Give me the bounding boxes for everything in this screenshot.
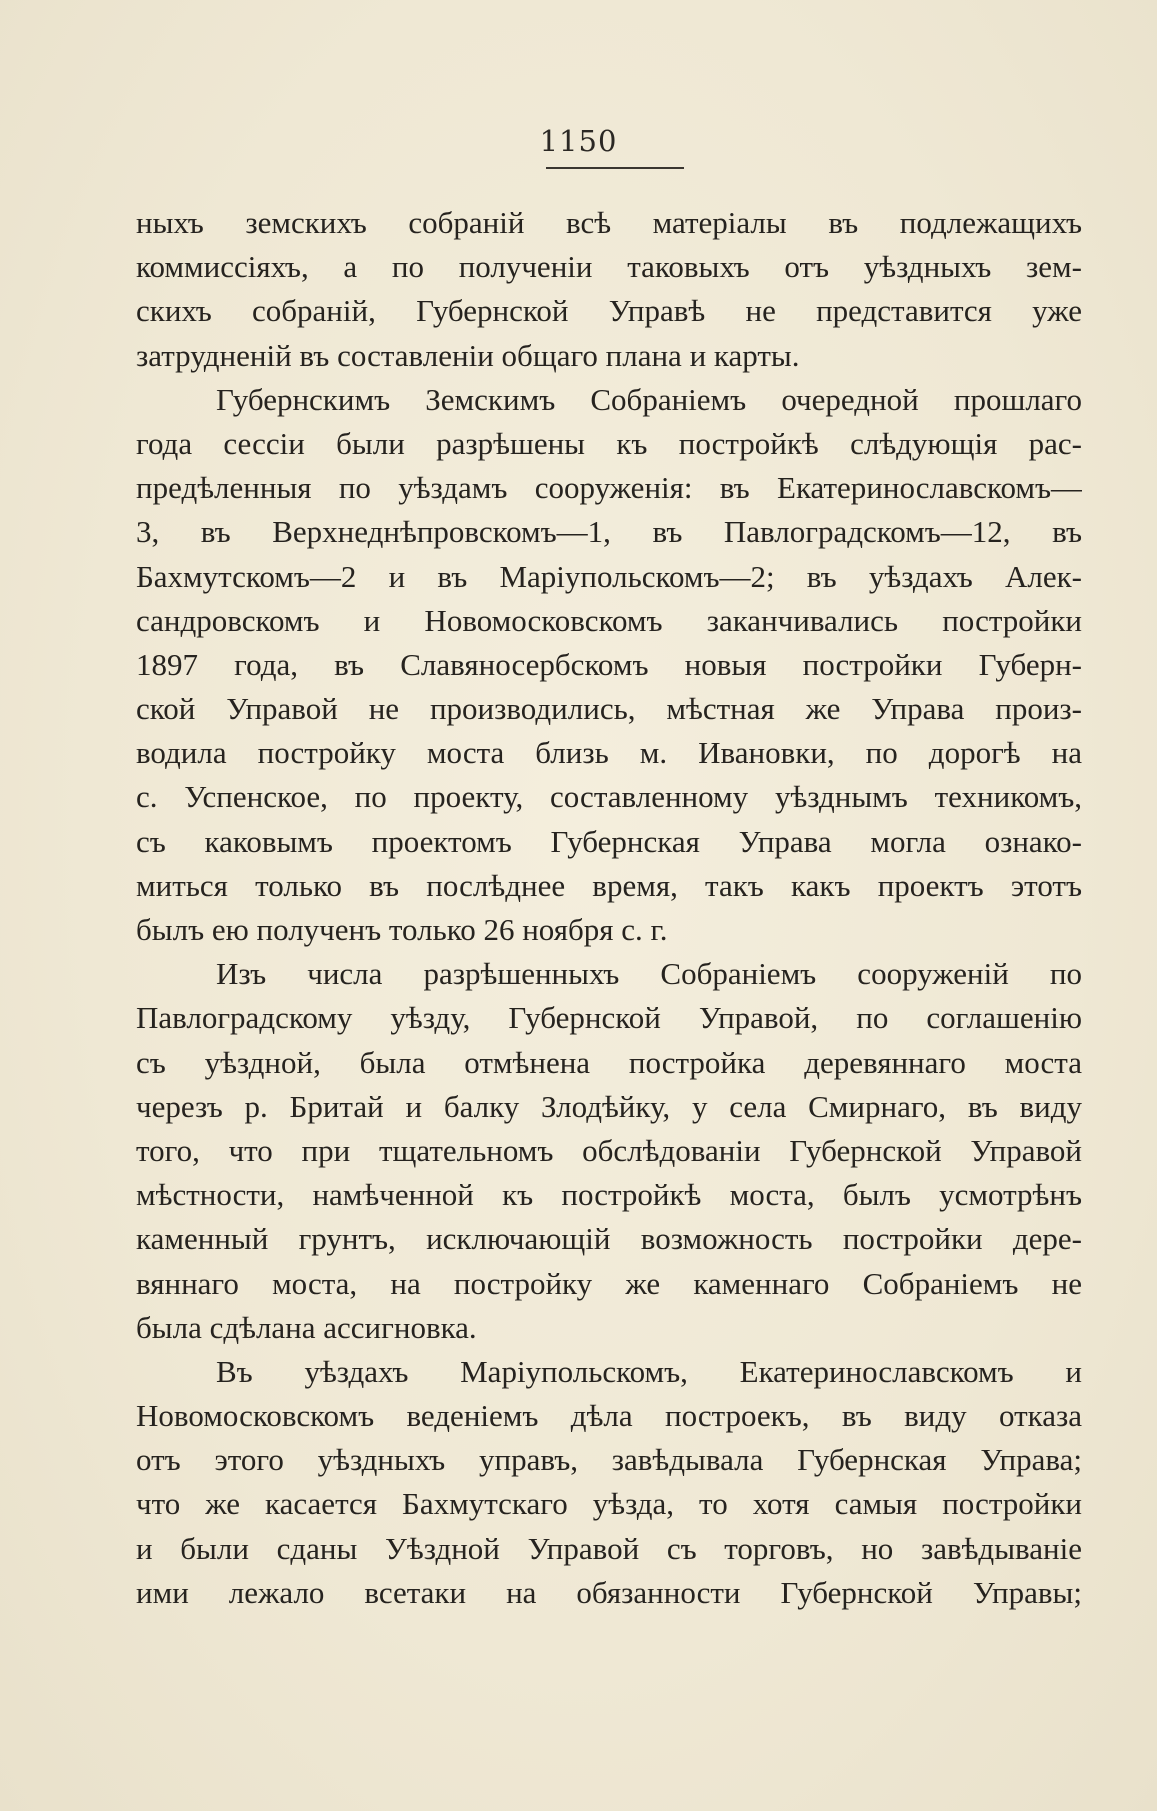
- text-line: Губернскимъ Земскимъ Собраніемъ очередной прошлаго: [216, 381, 1082, 417]
- header-rule: [546, 167, 684, 169]
- text-line: Новомосковскомъ веденіемъ дѣла построекъ, въ виду отказа: [136, 1398, 1082, 1434]
- text-line: былъ ею полученъ только 26 ноября с. г.: [136, 912, 668, 947]
- text-line: водила постройку моста близь м. Ивановки, по дорогѣ на: [136, 735, 1082, 771]
- text-line: года сессіи были разрѣшены къ постройкѣ слѣдующія рас-: [136, 425, 1082, 461]
- text-line: коммиссіяхъ, а по полученіи таковыхъ отъ уѣздныхъ зем-: [136, 249, 1082, 285]
- text-line: с. Успенское, по проекту, составленному уѣзднымъ техникомъ,: [136, 779, 1082, 815]
- body-text: [136, 201, 1082, 1615]
- text-line: Въ уѣздахъ Маріупольскомъ, Екатеринославскомъ и: [216, 1353, 1082, 1389]
- text-line: отъ этого уѣздныхъ управъ, завѣдывала Губернская Управа;: [136, 1442, 1082, 1478]
- text-line: скихъ собраній, Губернской Управѣ не представится уже: [136, 293, 1082, 329]
- text-line: каменный грунтъ, исключающій возможность постройки дере-: [136, 1221, 1082, 1257]
- text-line: 3, въ Верхнеднѣпровскомъ—1, въ Павлоградскомъ—12, въ: [136, 514, 1082, 550]
- text-line: черезъ р. Бритай и балку Злодѣйку, у села Смирнаго, въ виду: [136, 1088, 1082, 1124]
- text-line: Павлоградскому уѣзду, Губернской Управой, по соглашенію: [136, 1000, 1082, 1036]
- text-line: и были сданы Уѣздной Управой съ торговъ, но завѣдываніе: [136, 1530, 1082, 1566]
- text-line: 1897 года, въ Славяносербскомъ новыя постройки Губерн-: [136, 646, 1082, 682]
- text-line: ской Управой не производились, мѣстная же Управа произ-: [136, 691, 1082, 727]
- text-line: была сдѣлана ассигновка.: [136, 1309, 477, 1345]
- text-line: миться только въ послѣднее время, такъ какъ проектъ этотъ: [136, 867, 1082, 903]
- text-line: ныхъ земскихъ собраній всѣ матеріалы въ подлежащихъ: [136, 205, 1082, 240]
- page-number: 1150: [539, 124, 618, 158]
- text-line: сандровскомъ и Новомосковскомъ заканчивались постройки: [136, 602, 1082, 638]
- text-line: ими лежало всетаки на обязанности Губернской Управы;: [136, 1574, 1082, 1610]
- text-line: затрудненій въ составленіи общаго плана и карты.: [136, 337, 800, 373]
- text-line: того, что при тщательномъ обслѣдованіи Губернской Управой: [136, 1132, 1082, 1168]
- text-line: вяннаго моста, на постройку же каменнаго Собраніемъ не: [136, 1265, 1082, 1301]
- text-line: что же касается Бахмутскаго уѣзда, то хотя самыя постройки: [136, 1486, 1082, 1522]
- text-line: мѣстности, намѣченной къ постройкѣ моста, былъ усмотрѣнъ: [136, 1177, 1082, 1213]
- text-line: предѣленныя по уѣздамъ сооруженія: въ Екатеринославскомъ—: [136, 470, 1082, 506]
- text-line: съ каковымъ проектомъ Губернская Управа могла ознако-: [136, 823, 1082, 859]
- text-line: Бахмутскомъ—2 и въ Маріупольскомъ—2; въ уѣздахъ Алек-: [136, 558, 1082, 594]
- text-line: Изъ числа разрѣшенныхъ Собраніемъ сооруженій по: [216, 956, 1082, 992]
- text-line: съ уѣздной, была отмѣнена постройка деревяннаго моста: [136, 1044, 1082, 1080]
